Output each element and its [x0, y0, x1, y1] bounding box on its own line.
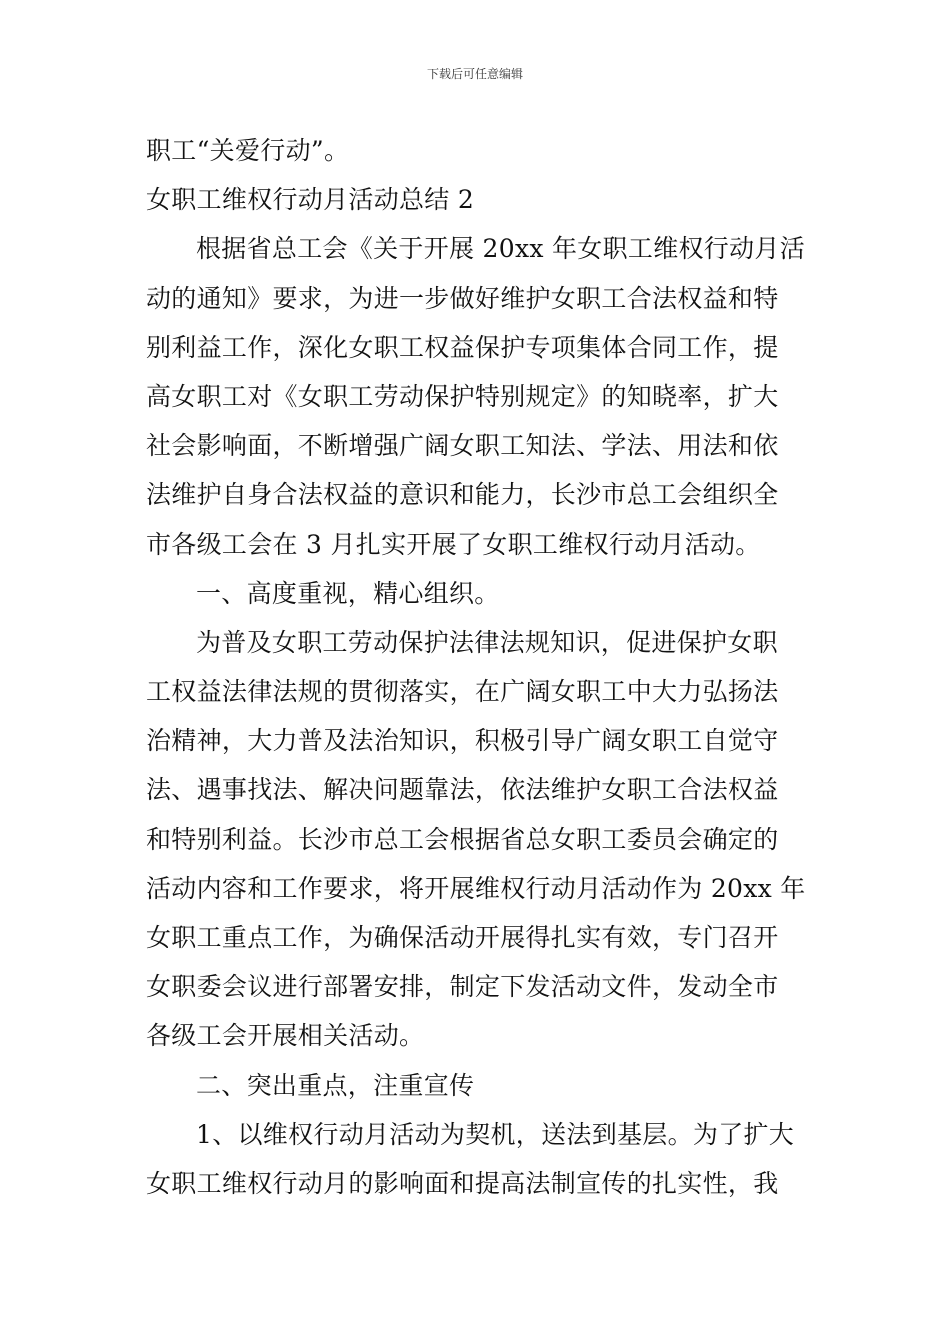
page-header: 下载后可任意编辑 — [426, 67, 523, 81]
text-line-9: 市各级工会在 3 月扎实开展了女职工维权行动月活动。 — [146, 529, 761, 559]
text-line-18: 女职委会议进行部署安排，制定下发活动文件，发动全市 — [146, 972, 779, 1002]
text-line-8: 法维护自身合法权益的意识和能力，长沙市总工会组织全 — [146, 480, 779, 510]
text-line-14: 法、遇事找法、解决问题靠法，依法维护女职工合法权益 — [146, 775, 779, 805]
text-line-17: 女职工重点工作，为确保活动开展得扎实有效，专门召开 — [146, 923, 779, 952]
text-line-19: 各级工会开展相关活动。 — [146, 1021, 425, 1051]
text-line-13: 治精神，大力普及法治知识，积极引导广阔女职工自觉守 — [146, 726, 779, 756]
text-line-21: 1、以维权行动月活动为契机，送法到基层。为了扩大 — [196, 1119, 795, 1149]
text-line-4: 动的通知》要求，为进一步做好维护女职工合法权益和特 — [146, 283, 779, 313]
text-line-5: 别利益工作，深化女职工权益保护专项集体合同工作，提 — [146, 332, 779, 362]
text-line-11: 为普及女职工劳动保护法律法规知识，促进保护女职 — [196, 627, 778, 657]
document-body — [146, 126, 806, 1208]
text-line-1: 职工“关爱行动”。 — [146, 136, 350, 165]
heading-two: 二、突出重点，注重宣传 — [196, 1070, 475, 1100]
section-title: 女职工维权行动月活动总结 2 — [146, 185, 475, 215]
text-line-12: 工权益法律法规的贯彻落实，在广阔女职工中大力弘扬法 — [146, 677, 779, 707]
heading-one: 一、高度重视，精心组织。 — [196, 578, 500, 608]
text-line-15: 和特别利益。长沙市总工会根据省总女职工委员会确定的 — [146, 824, 779, 854]
text-line-7: 社会影响面，不断增强广阔女职工知法、学法、用法和依 — [146, 431, 779, 461]
text-line-6: 高女职工对《女职工劳动保护特别规定》的知晓率，扩大 — [146, 381, 779, 411]
text-line-22: 女职工维权行动月的影响面和提高法制宣传的扎实性，我 — [146, 1168, 779, 1198]
text-line-16: 活动内容和工作要求，将开展维权行动月活动作为 20xx 年 — [146, 873, 806, 903]
text-line-3: 根据省总工会《关于开展 20xx 年女职工维权行动月活 — [196, 234, 806, 264]
